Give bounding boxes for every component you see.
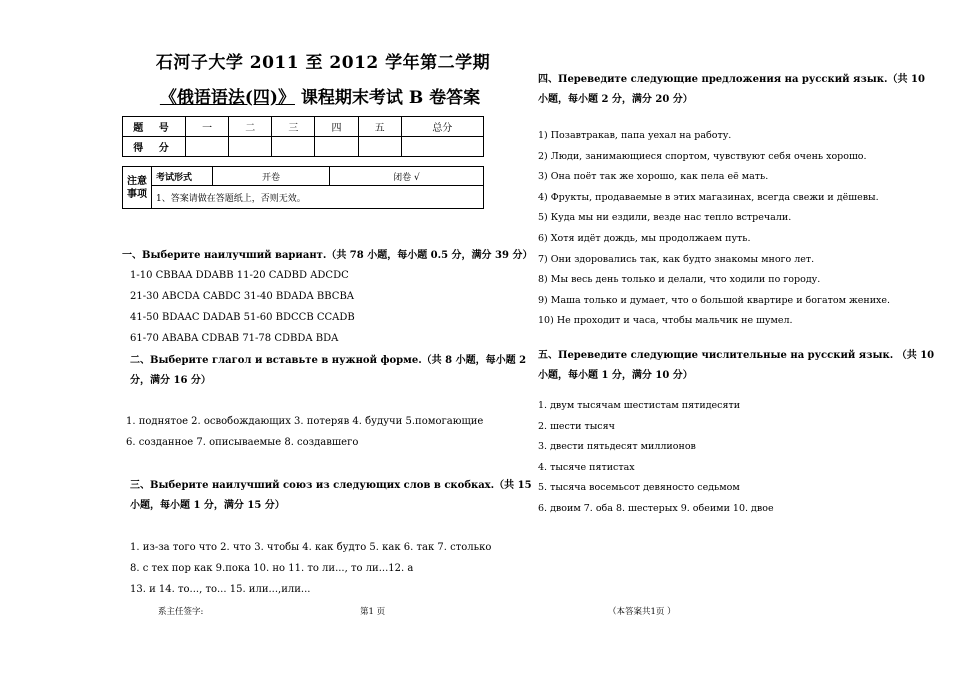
exam-description: 课程期末考试 B 卷答案 — [294, 88, 481, 108]
list-item: 6. двоим 7. оба 8. шестерых 9. обеими 10. двое — [538, 502, 774, 514]
list-item: 3) Она поёт так же хорошо, как пела её мать. — [538, 171, 769, 183]
section5-heading: 五、Переведите следующие числительные на русский язык. （共 10 小题，每小题 1 分，满分 10 分） — [538, 349, 935, 381]
score-cell — [315, 137, 358, 157]
notes-row-exam-form — [123, 167, 484, 186]
section2-answer-line: 6. созданное 7. описываемые 8. создавшего — [126, 437, 359, 448]
page-number: 第1 页 — [360, 607, 386, 617]
section3-answer-line: 1. из-за того что 2. что 3. чтобы 4. как будто 5. как 6. так 7. столько — [130, 542, 492, 553]
closed-book-option: 闭卷 √ — [329, 167, 483, 186]
score-cell — [358, 137, 401, 157]
section1-answer-line: 21-30 ABCDA CABDC 31-40 BDADA BBCBA — [130, 291, 355, 302]
section3-answer-line: 8. с тех пор как 9.пока 10. но 11. то ли..., то ли...12. а — [130, 563, 414, 574]
score-table-score-row — [123, 137, 484, 157]
score-table-header-row — [123, 117, 484, 137]
list-item: 9) Маша только и думает, что о большой квартире и богатом женихе. — [538, 294, 891, 306]
left-column — [122, 48, 533, 595]
section2-answer-line: 1. поднятое 2. освобождающих 3. потеряв 4. будучи 5.помогающие — [126, 416, 484, 427]
col-2: 二 — [229, 117, 272, 137]
score-cell — [229, 137, 272, 157]
signature-label: 系主任签字: — [158, 607, 204, 617]
section2-heading: 二、Выберите глагол и вставьте в нужной форме.（共 8 小题，每小题 2 分，满分 16 分） — [130, 355, 527, 386]
list-item: 8) Мы весь день только и делали, что ходили по городу. — [538, 274, 821, 286]
section4-heading: 四、Переведите следующие предложения на русский язык.（共 10 小题，每小题 2 分，满分 20 分） — [538, 74, 925, 105]
question-number-label: 题 号 — [123, 117, 186, 137]
section1-answer-line: 41-50 BDAAC DADAB 51-60 BDCCB CCADB — [130, 312, 355, 323]
list-item: 3. двести пятьдесят миллионов — [538, 441, 696, 453]
list-item: 1. двум тысячам шестистам пятидесяти — [538, 399, 741, 411]
section3-heading: 三、Выберите наилучший союз из следующих слов в скобках.（共 15 小题，每小题 1 分，满分 15 分） — [130, 480, 532, 511]
score-label: 得 分 — [123, 137, 186, 157]
notes-row-instructions — [123, 186, 484, 209]
exam-form-label: 考试形式 — [152, 167, 213, 186]
score-table — [122, 116, 484, 157]
notes-side-label: 注意事项 — [123, 167, 152, 209]
notes-table — [122, 166, 484, 209]
note-instruction: 1、答案请做在答题纸上，否则无效。 — [152, 186, 484, 209]
open-book-option: 开卷 — [213, 167, 330, 186]
list-item: 5) Куда мы ни ездили, везде нас тепло встречали. — [538, 212, 792, 224]
list-item: 6) Хотя идёт дождь, мы продолжаем путь. — [538, 232, 751, 244]
list-item: 5. тысяча восемьсот девяносто седьмом — [538, 482, 740, 494]
list-item: 4. тысяче пятистах — [538, 461, 635, 473]
col-total: 总分 — [401, 117, 483, 137]
list-item: 1) Позавтракав, папа уехал на работу. — [538, 130, 732, 141]
list-item: 10) Не проходит и часа, чтобы мальчик не шумел. — [538, 315, 793, 327]
page-title: 石河子大学 2011 至 2012 学年第二学期 — [155, 53, 491, 73]
score-cell — [401, 137, 483, 157]
page-total-note: （本答案共1页 ） — [608, 607, 676, 617]
right-column — [538, 70, 948, 520]
col-5: 五 — [358, 117, 401, 137]
score-cell — [186, 137, 229, 157]
col-1: 一 — [186, 117, 229, 137]
list-item: 2. шести тысяч — [538, 420, 615, 432]
section3-answer-line: 13. и 14. то..., то... 15. или...,или... — [130, 584, 311, 595]
section4-list — [538, 126, 948, 332]
section1-answer-line: 1-10 CBBAA DDABB 11-20 CADBD ADCDC — [130, 270, 349, 281]
list-item: 7) Они здоровались так, как будто знакомы много лет. — [538, 253, 815, 265]
page-subtitle — [108, 83, 532, 108]
col-3: 三 — [272, 117, 315, 137]
section1-answer-line: 61-70 ABABA CDBAB 71-78 CDBDA BDA — [130, 333, 339, 344]
section1-heading: 一、Выберите наилучший вариант.（共 78 小题，每小题 0.5 分，满分 39 分） — [122, 250, 533, 261]
col-4: 四 — [315, 117, 358, 137]
score-cell — [272, 137, 315, 157]
list-item: 2) Люди, занимающиеся спортом, чувствуют себя очень хорошо. — [538, 150, 867, 162]
list-item: 4) Фрукты, продаваемые в этих магазинах, всегда свежи и дёшевы. — [538, 191, 879, 203]
course-name: 《俄语语法(四)》 — [159, 88, 295, 108]
section5-list — [538, 396, 948, 520]
